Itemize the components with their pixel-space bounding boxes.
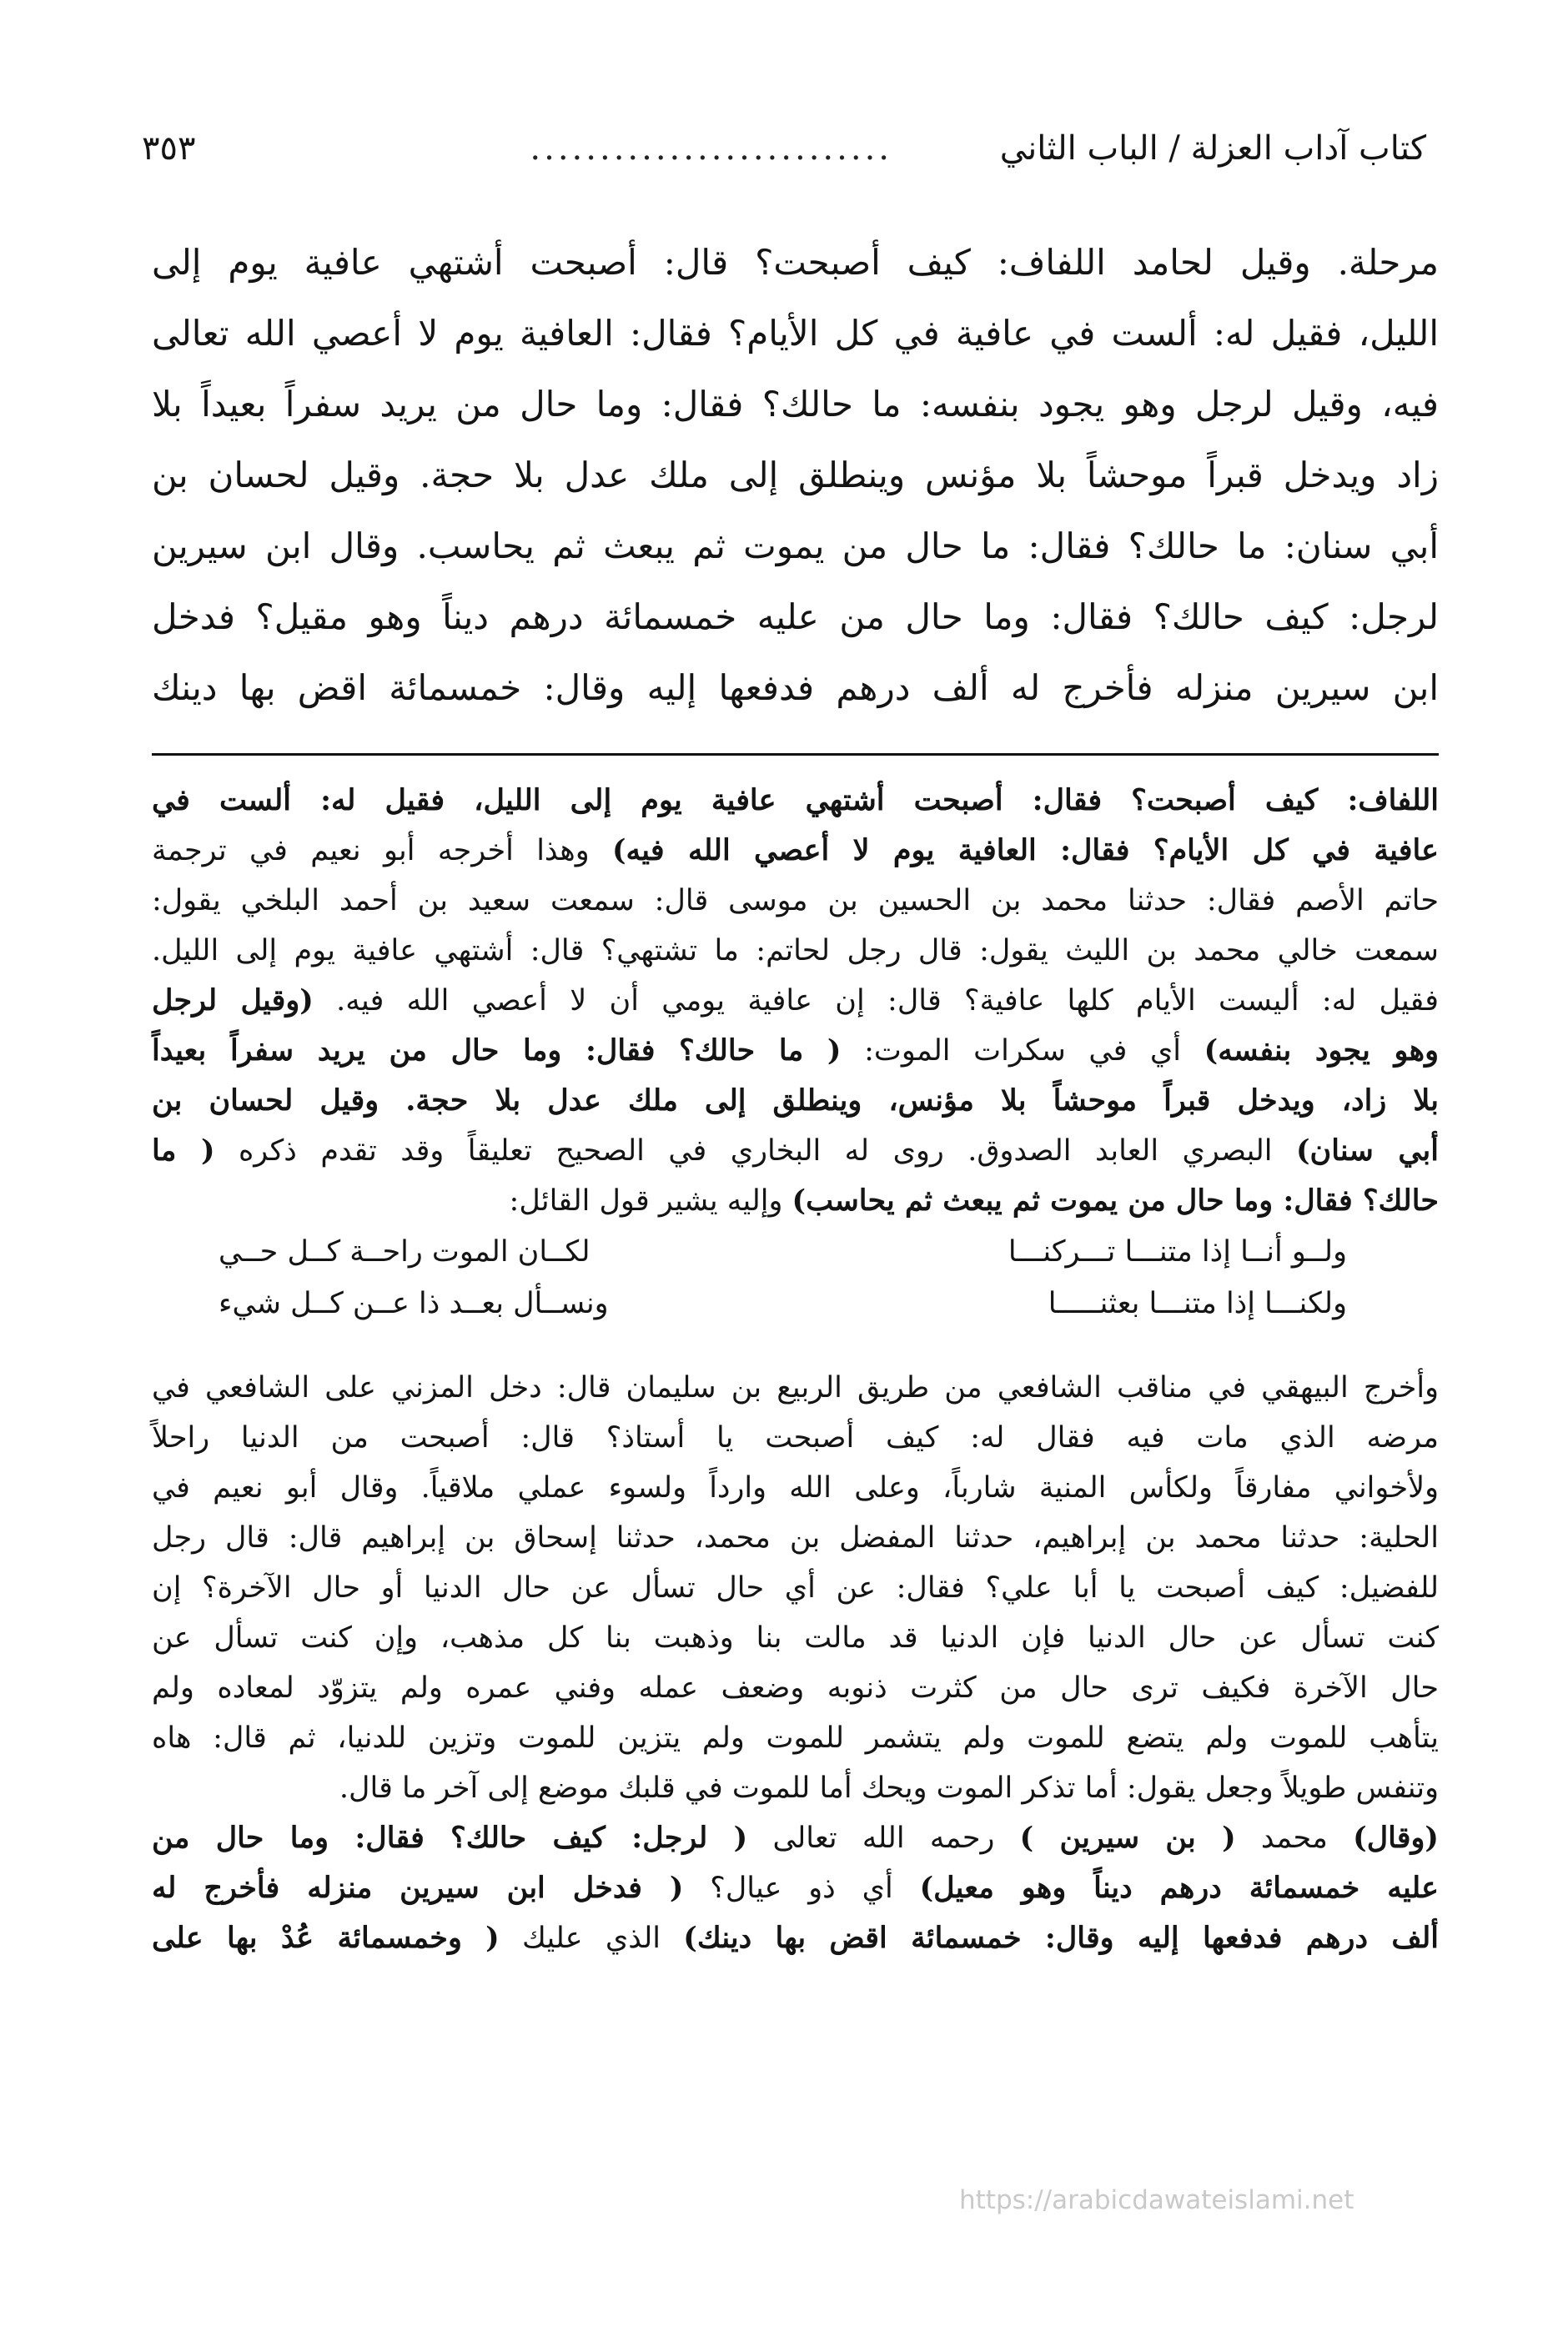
- text-divider: [152, 753, 1439, 756]
- commentary-text: يتأهب للموت ولم يتضع للموت ولم يتشمر للموت ولم يتزين للموت وتزين للدنيا، ثم قال: هاه: [152, 1721, 1439, 1755]
- commentary-line: [152, 876, 1439, 926]
- commentary-line: [152, 1463, 1439, 1513]
- commentary-text: أي ذو عيال؟: [683, 1872, 920, 1905]
- commentary-line: [152, 1176, 1439, 1226]
- commentary-text: فقيل له: أليست الأيام كلها عافية؟ قال: إن عافية يومي أن لا أعصي الله فيه.: [313, 984, 1439, 1018]
- running-header: [142, 123, 1426, 173]
- commentary-text: سمعت خالي محمد بن الليث يقول: قال رجل لحاتم: ما تشتهي؟ قال: أشتهي عافية يوم إلى الليل.: [152, 934, 1439, 967]
- commentary-text: للفضيل: كيف أصبحت يا أبا علي؟ فقال: عن أي حال تسأل عن حال الدنيا أو حال الآخرة؟ إن: [152, 1571, 1439, 1605]
- commentary-text: وأخرج البيهقي في مناقب الشافعي من طريق الربيع بن سليمان قال: دخل المزني على الشافعي في: [152, 1371, 1439, 1405]
- commentary-line: [152, 926, 1439, 976]
- bold-quote-text: وهو يجود بنفسه): [1204, 1033, 1439, 1068]
- commentary-text: حال الآخرة فكيف ترى حال من كثرت ذنوبه وضعف عمله وفني عمره ولم يتزوّد لمعاده ولم: [152, 1671, 1439, 1705]
- bold-quote-text: (وقيل لرجل: [152, 983, 314, 1018]
- commentary-text: حاتم الأصم فقال: حدثنا محمد بن الحسين بن موسى قال: سمعت سعيد بن أحمد البلخي يقول:: [152, 884, 1439, 917]
- bold-quote-text: (وقال): [1353, 1821, 1439, 1855]
- bold-quote-text: أبي سنان): [1296, 1133, 1439, 1168]
- main-text-line: أبي سنان: ما حالك؟ فقال: ما حال من يموت ثم يبعث ثم يحاسب. وقال ابن سيرين: [152, 525, 1439, 566]
- commentary-line: [152, 1513, 1439, 1563]
- bold-quote-text: بلا زاد، ويدخل قبراً موحشاً بلا مؤنس، وينطلق إلى ملك عدل بلا حجة. وقيل لحسان بن: [152, 1083, 1439, 1118]
- commentary-text: أي في سكرات الموت:: [841, 1034, 1204, 1068]
- verse-second-hemistich: لكــان الموت راحــة كــل حــي: [219, 1235, 591, 1269]
- commentary-line: [152, 1363, 1439, 1413]
- bold-quote-text: عليه خمسمائة درهم ديناً وهو معيل): [919, 1871, 1439, 1905]
- commentary-line: [152, 1126, 1439, 1176]
- verse-second-hemistich: ونســأل بعــد ذا عــن كــل شيء: [219, 1287, 609, 1320]
- main-text-line: ابن سيرين منزله فأخرج له ألف درهم فدفعها إليه وقال: خمسمائة اقض بها دينك: [152, 667, 1439, 708]
- commentary-text: مرضه الذي مات فيه فقال له: كيف أصبحت يا أستاذ؟ قال: أصبحت من الدنيا راحلاً: [152, 1421, 1439, 1455]
- commentary-text: وهذا أخرجه أبو نعيم في ترجمة: [152, 834, 612, 867]
- bold-quote-text: ( بن سيرين ): [1019, 1821, 1236, 1855]
- commentary-paragraph-2: [152, 1363, 1439, 1813]
- bold-quote-text: ألف درهم فدفعها إليه وقال: خمسمائة اقض بها دينك): [683, 1921, 1440, 1955]
- commentary-text: الذي عليك: [499, 1922, 684, 1955]
- commentary-line: [152, 776, 1439, 826]
- watermark-url: https://arabicdawateislami.net: [959, 2185, 1354, 2215]
- commentary-line: [152, 1026, 1439, 1076]
- commentary-text: رحمه الله تعالى: [747, 1822, 1020, 1855]
- bold-quote-text: حالك؟ فقال: وما حال من يموت ثم يبعث ثم يحاسب): [792, 1184, 1439, 1218]
- header-title: كتاب آداب العزلة / الباب الثاني: [999, 129, 1426, 168]
- main-text-line: الليل، فقيل له: ألست في عافية في كل الأيام؟ فقال: العافية يوم لا أعصي الله تعالى: [152, 313, 1439, 354]
- paragraph-gap: [152, 1329, 1439, 1363]
- commentary-line: [152, 1763, 1439, 1813]
- main-text-line: زاد ويدخل قبراً موحشاً بلا مؤنس وينطلق إلى ملك عدل بلا حجة. وقيل لحسان بن: [152, 455, 1439, 495]
- commentary-text: وتنفس طويلاً وجعل يقول: أما تذكر الموت ويحك أما للموت في قلبك موضع إلى آخر ما قال.: [339, 1772, 1439, 1805]
- bold-quote-text: ( فدخل ابن سيرين منزله فأخرج له: [152, 1871, 684, 1905]
- main-text-line: لرجل: كيف حالك؟ فقال: وما حال من عليه خمسمائة درهم ديناً وهو مقيل؟ فدخل: [152, 596, 1439, 637]
- bold-quote-text: عافية في كل الأيام؟ فقال: العافية يوم لا أعصي الله فيه): [611, 833, 1439, 867]
- commentary-line: [152, 1813, 1439, 1863]
- commentary-line: [152, 1913, 1439, 1963]
- main-text: [152, 227, 1439, 723]
- commentary-line: [152, 976, 1439, 1026]
- bold-quote-text: ( ما: [152, 1133, 215, 1168]
- commentary-line: [152, 1563, 1439, 1613]
- commentary-text: ولأخواني مفارقاً ولكأس المنية شارباً، وعلى الله وارداً ولسوء عملي ملاقياً. وقال أبو نعيم في: [152, 1471, 1439, 1505]
- bold-quote-text: ( ما حالك؟ فقال: وما حال من يريد سفراً بعيداً: [152, 1033, 842, 1068]
- main-text-line: مرحلة. وقيل لحامد اللفاف: كيف أصبحت؟ قال: أصبحت أشتهي عافية يوم إلى: [152, 242, 1439, 283]
- poem-verse: [152, 1278, 1439, 1329]
- bold-quote-text: اللفاف: كيف أصبحت؟ فقال: أصبحت أشتهي عافية يوم إلى الليل، فقيل له: ألست في: [152, 783, 1439, 817]
- commentary-text: كنت تسأل عن حال الدنيا فإن الدنيا قد مالت بنا وذهبت بنا كل مذهب، وإن كنت تسأل عن: [152, 1621, 1439, 1655]
- commentary-paragraph-1: [152, 776, 1439, 1226]
- commentary-line: [152, 1076, 1439, 1126]
- poem-verse: [152, 1226, 1439, 1278]
- commentary: [152, 776, 1439, 1963]
- verse-first-hemistich: ولكنـــا إذا متنـــا بعثنـــــا: [1048, 1287, 1347, 1320]
- bold-quote-text: ( لرجل: كيف حالك؟ فقال: وما حال من: [152, 1821, 748, 1855]
- page-number: ٣٥٣: [142, 129, 196, 168]
- commentary-line: [152, 1663, 1439, 1713]
- commentary-paragraph-3: [152, 1813, 1439, 1963]
- commentary-line: [152, 826, 1439, 876]
- commentary-text: وإليه يشير قول القائل:: [509, 1184, 792, 1218]
- verse-first-hemistich: ولــو أنــا إذا متنـــا تـــركنـــا: [1008, 1235, 1347, 1269]
- main-text-line: فيه، وقيل لرجل وهو يجود بنفسه: ما حالك؟ فقال: وما حال من يريد سفراً بعيداً بلا: [152, 384, 1439, 425]
- commentary-line: [152, 1713, 1439, 1763]
- commentary-line: [152, 1413, 1439, 1463]
- header-leader-dots: ..........................: [530, 129, 892, 168]
- commentary-text: الحلية: حدثنا محمد بن إبراهيم، حدثنا المفضل بن محمد، حدثنا إسحاق بن إبراهيم قال: قال رجل: [152, 1521, 1439, 1555]
- commentary-line: [152, 1613, 1439, 1663]
- commentary-line: [152, 1863, 1439, 1913]
- commentary-text: محمد: [1235, 1822, 1354, 1855]
- commentary-text: البصري العابد الصدوق. روى له البخاري في الصحيح تعليقاً وقد تقدم ذكره: [214, 1134, 1296, 1168]
- bold-quote-text: ( وخمسمائة عُدْ بها على: [152, 1921, 500, 1955]
